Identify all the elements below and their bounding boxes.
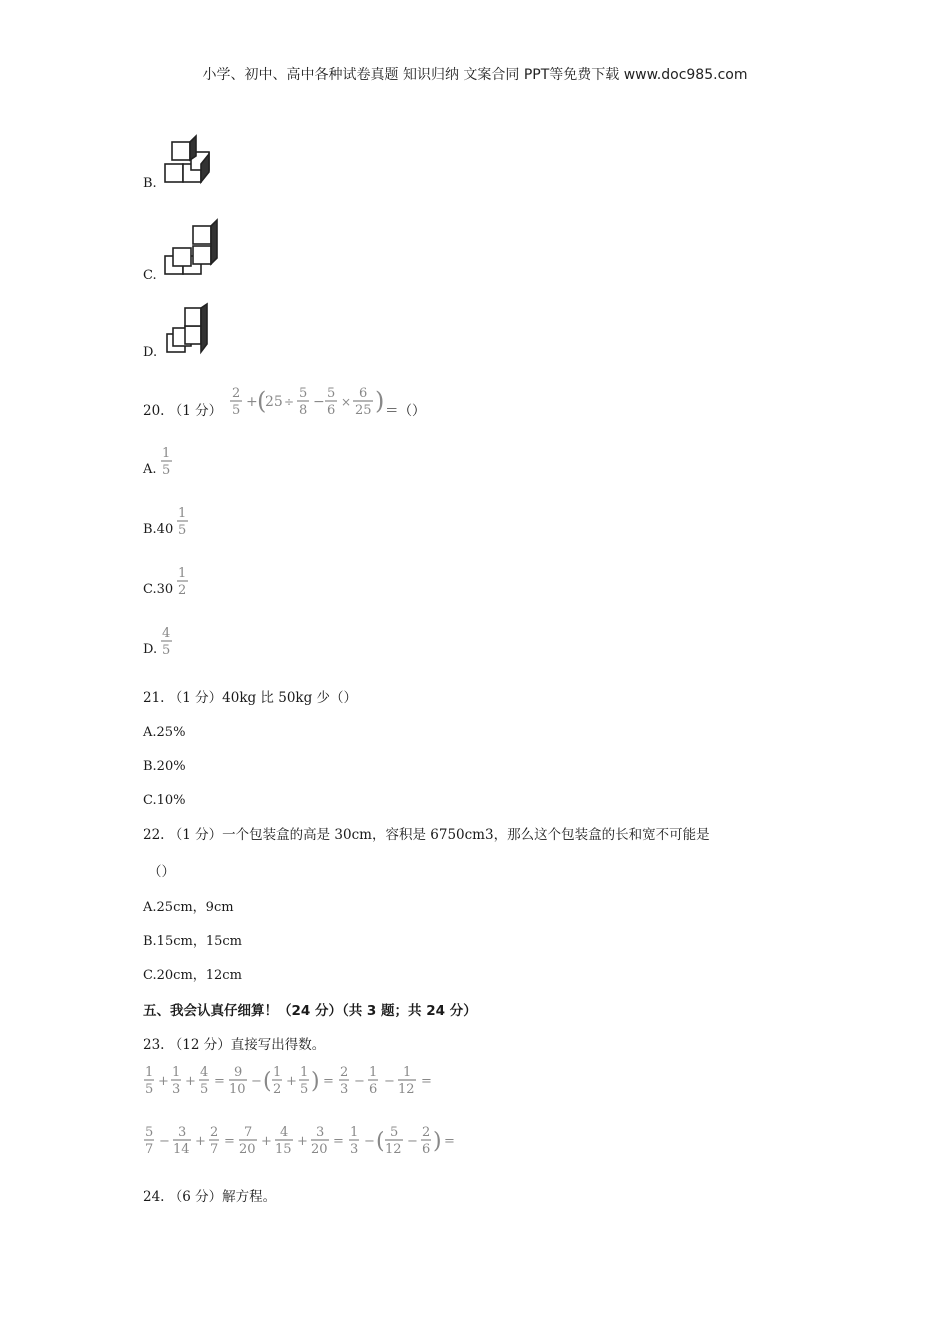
q20-option-c-label: C.30	[143, 582, 174, 597]
q22-option-a: A.25cm，9cm	[143, 900, 234, 915]
svg-text:+: +	[261, 1134, 272, 1149]
svg-text:3: 3	[340, 1082, 349, 1097]
svg-text:=: =	[421, 1074, 432, 1089]
q19-option-c-label: C.	[143, 268, 157, 283]
svg-text:5: 5	[145, 1082, 154, 1097]
svg-text:10: 10	[229, 1082, 246, 1097]
svg-text:25: 25	[265, 394, 283, 410]
svg-text:×: ×	[341, 395, 352, 409]
svg-text:5: 5	[178, 523, 187, 538]
svg-text:1: 1	[162, 446, 171, 461]
q24-stem: 24. （6 分）解方程。	[143, 1189, 277, 1205]
q20-option-b-label: B.40	[143, 522, 174, 537]
svg-text:+: +	[195, 1134, 206, 1149]
svg-text:): )	[375, 387, 385, 415]
svg-text:7: 7	[244, 1125, 253, 1140]
svg-text:3: 3	[172, 1082, 181, 1097]
svg-text:−: −	[384, 1074, 395, 1089]
svg-text:20: 20	[239, 1142, 256, 1157]
q22-stem: 22. （1 分）一个包装盒的高是 30cm，容积是 6750cm3，那么这个包装盒的长和宽不可能是	[143, 827, 710, 843]
svg-text:4: 4	[162, 626, 171, 641]
svg-text:6: 6	[327, 403, 336, 418]
q20-stem-prefix: 20. （1 分）	[143, 403, 223, 419]
q23-row2-expressions	[143, 1122, 483, 1162]
svg-text:1: 1	[403, 1065, 412, 1080]
svg-text:1: 1	[369, 1065, 378, 1080]
q20-expression	[228, 383, 388, 423]
svg-text:3: 3	[178, 1125, 187, 1140]
svg-text:=: =	[333, 1134, 344, 1149]
svg-text:2: 2	[178, 583, 187, 598]
svg-text:5: 5	[300, 1082, 309, 1097]
svg-text:1: 1	[178, 566, 187, 581]
q19-option-d-label: D.	[143, 345, 158, 360]
svg-text:5: 5	[162, 463, 171, 478]
svg-text:5: 5	[145, 1125, 154, 1140]
svg-text:+: +	[286, 1074, 297, 1089]
q20-option-c-fraction	[176, 564, 190, 598]
svg-text:(: (	[376, 1129, 385, 1154]
q21-option-b: B.20%	[143, 759, 186, 774]
svg-text:12: 12	[385, 1142, 402, 1157]
svg-text:2: 2	[232, 386, 241, 401]
svg-text:=: =	[444, 1134, 455, 1149]
q23-stem: 23. （12 分）直接写出得数。	[143, 1037, 326, 1053]
svg-text:−: −	[364, 1134, 375, 1149]
q20-option-d-fraction	[160, 624, 174, 658]
page-header: 小学、初中、高中各种试卷真题 知识归纳 文案合同 PPT等免费下载 www.doc985.com	[202, 67, 748, 83]
svg-text:2: 2	[210, 1125, 219, 1140]
svg-text:+: +	[185, 1074, 196, 1089]
svg-text:14: 14	[173, 1142, 190, 1157]
svg-text:7: 7	[210, 1142, 219, 1157]
svg-text:): )	[433, 1129, 442, 1154]
svg-text:3: 3	[350, 1142, 359, 1157]
svg-text:1: 1	[350, 1125, 359, 1140]
svg-text:5: 5	[200, 1082, 209, 1097]
svg-text:5: 5	[232, 403, 241, 418]
svg-text:−: −	[407, 1134, 418, 1149]
q21-stem: 21. （1 分）40kg 比 50kg 少（）	[143, 690, 358, 706]
svg-text:5: 5	[327, 386, 336, 401]
svg-text:7: 7	[145, 1142, 154, 1157]
svg-text:−: −	[159, 1134, 170, 1149]
svg-text:+: +	[246, 394, 258, 410]
q21-option-c: C.10%	[143, 793, 186, 808]
svg-text:1: 1	[145, 1065, 154, 1080]
svg-text:=: =	[323, 1074, 334, 1089]
svg-text:+: +	[158, 1074, 169, 1089]
q19-option-c-cube-figure	[163, 220, 223, 278]
q20-option-a-fraction	[160, 444, 174, 478]
svg-text:12: 12	[398, 1082, 415, 1097]
svg-text:25: 25	[355, 403, 372, 418]
svg-text:5: 5	[299, 386, 308, 401]
svg-text:4: 4	[200, 1065, 209, 1080]
svg-text:(: (	[263, 1069, 272, 1094]
section-5-heading: 五、我会认真仔细算！（24 分）（共 3 题；共 24 分）	[143, 1003, 477, 1019]
svg-text:=: =	[214, 1074, 225, 1089]
q22-option-c: C.20cm，12cm	[143, 968, 242, 983]
svg-text:=: =	[224, 1134, 235, 1149]
svg-text:+: +	[297, 1134, 308, 1149]
svg-text:−: −	[313, 394, 325, 410]
q20-option-b-fraction	[176, 504, 190, 538]
q20-stem-suffix: ＝（）	[385, 403, 426, 419]
svg-text:6: 6	[369, 1082, 378, 1097]
svg-text:1: 1	[300, 1065, 309, 1080]
svg-text:1: 1	[273, 1065, 282, 1080]
svg-text:5: 5	[390, 1125, 399, 1140]
q19-option-b-cube-figure	[163, 134, 223, 186]
q22-stem-line2: （）	[148, 864, 175, 880]
svg-text:÷: ÷	[284, 395, 295, 409]
svg-text:2: 2	[422, 1125, 431, 1140]
svg-text:3: 3	[316, 1125, 325, 1140]
svg-text:(: (	[257, 387, 267, 415]
q23-row1-expressions	[143, 1062, 463, 1102]
q21-option-a: A.25%	[143, 725, 186, 740]
svg-text:5: 5	[162, 643, 171, 658]
svg-text:9: 9	[234, 1065, 243, 1080]
svg-text:8: 8	[299, 403, 308, 418]
svg-text:2: 2	[340, 1065, 349, 1080]
q22-option-b: B.15cm，15cm	[143, 934, 242, 949]
svg-text:−: −	[251, 1074, 262, 1089]
svg-text:−: −	[354, 1074, 365, 1089]
svg-text:4: 4	[280, 1125, 289, 1140]
svg-text:): )	[311, 1069, 320, 1094]
svg-text:15: 15	[275, 1142, 292, 1157]
q20-option-a-label: A.	[143, 462, 157, 477]
q20-option-d-label: D.	[143, 642, 158, 657]
q19-option-b-label: B.	[143, 176, 157, 191]
svg-text:20: 20	[311, 1142, 328, 1157]
svg-text:6: 6	[359, 386, 368, 401]
svg-text:2: 2	[273, 1082, 282, 1097]
svg-text:1: 1	[172, 1065, 181, 1080]
svg-text:6: 6	[422, 1142, 431, 1157]
q19-option-d-cube-figure	[163, 304, 215, 358]
svg-text:1: 1	[178, 506, 187, 521]
